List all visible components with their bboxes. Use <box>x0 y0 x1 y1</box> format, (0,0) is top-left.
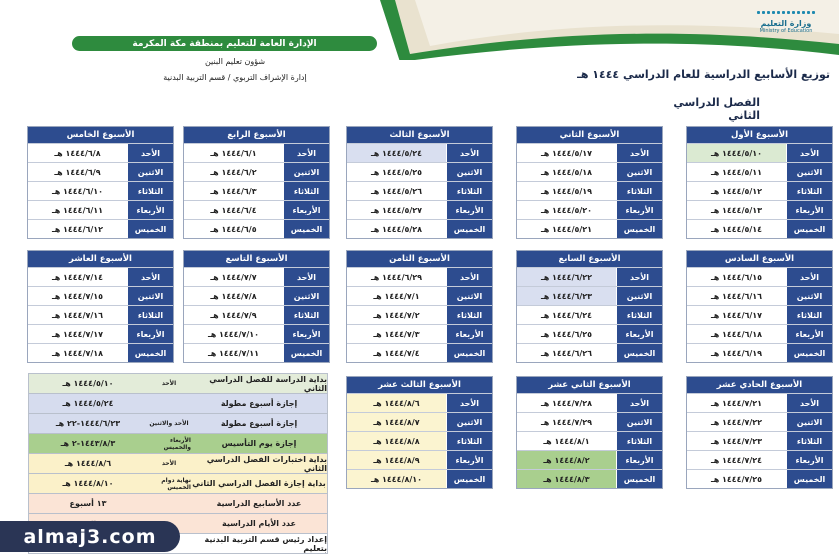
week-row <box>517 469 662 488</box>
date-cell: ١٤٤٤/٥/٢٨ هـ <box>370 224 423 234</box>
week-row <box>687 450 832 469</box>
day-label: الأحد <box>127 268 173 286</box>
date-cell: ١٤٤٤/٧/٤ هـ <box>373 348 420 358</box>
ministry-name: وزارة التعليم <box>760 19 812 28</box>
day-label: الثلاثاء <box>446 182 492 200</box>
week-row <box>687 200 832 219</box>
week-title: الأسبوع الخامس <box>28 127 173 143</box>
summary-value: ١٣ أسبوع <box>69 499 107 508</box>
header-wave-decoration <box>0 0 839 60</box>
day-label: الخميس <box>616 344 662 362</box>
date-cell: ١٤٤٤/٥/٢٠ هـ <box>540 205 593 215</box>
week-row <box>687 219 832 238</box>
semester-title: الفصل الدراسي الثاني <box>673 96 760 122</box>
week-row <box>687 431 832 450</box>
date-cell: ١٤٤٤/٨/٢ هـ <box>517 451 616 469</box>
directorate-banner: الإدارة العامة للتعليم بمنطقة مكة المكرمة <box>72 36 377 51</box>
week-row <box>687 305 832 324</box>
week-row <box>28 200 173 219</box>
date-cell: ١٤٤٤/٧/٢٨ هـ <box>540 398 593 408</box>
week-title: الأسبوع الأول <box>687 127 832 143</box>
day-label: الثلاثاء <box>283 306 329 324</box>
week-row <box>347 219 492 238</box>
date-cell: ١٤٤٤/٦/٢٥ هـ <box>540 329 593 339</box>
week-title: الأسبوع العاشر <box>28 251 173 267</box>
day-label: الخميس <box>616 470 662 488</box>
week-row <box>28 305 173 324</box>
date-cell: ١٤٤٤/٦/٢ هـ <box>210 167 257 177</box>
date-cell: ١٤٤٤/٦/٨ هـ <box>54 148 101 158</box>
week-table <box>346 126 493 239</box>
day-label: الاثنين <box>446 287 492 305</box>
date-cell: ١٤٤٤/٦/١٧ هـ <box>710 310 763 320</box>
day-label: الأربعاء <box>616 325 662 343</box>
day-label: الاثنين <box>616 163 662 181</box>
day-label: الثلاثاء <box>786 432 832 450</box>
summary-label: إعداد رئيس قسم التربية البدنية بتعليم <box>204 534 327 553</box>
day-label: الثلاثاء <box>127 182 173 200</box>
summary-row <box>28 414 328 434</box>
day-label: الاثنين <box>786 287 832 305</box>
summary-day: الأحد <box>161 460 177 467</box>
ministry-logo-icon <box>740 8 832 18</box>
summary-label: إجازة أسبوع مطولة <box>220 419 298 428</box>
week-row <box>687 412 832 431</box>
day-label: الأحد <box>283 144 329 162</box>
week-row <box>347 450 492 469</box>
site-watermark: almaj3.com <box>0 521 180 552</box>
summary-value: ١٤٤٤/٨/٦ هـ <box>64 459 112 468</box>
week-row <box>687 162 832 181</box>
week-title: الأسبوع الثاني عشر <box>517 377 662 393</box>
day-label: الاثنين <box>446 163 492 181</box>
date-cell: ١٤٤٤/٧/١٨ هـ <box>51 348 104 358</box>
week-row <box>347 324 492 343</box>
week-row <box>517 286 662 305</box>
week-row <box>687 286 832 305</box>
week-row <box>517 412 662 431</box>
summary-value: ١٤٤٤/٥/٢٤ هـ <box>62 399 114 408</box>
day-label: الأحد <box>616 268 662 286</box>
day-label: الخميس <box>446 470 492 488</box>
day-label: الخميس <box>127 220 173 238</box>
ministry-name-en: Ministry of Education <box>759 28 813 34</box>
day-label: الخميس <box>446 344 492 362</box>
date-cell: ١٤٤٤/٥/٢١ هـ <box>540 224 593 234</box>
week-row <box>184 162 329 181</box>
day-label: الثلاثاء <box>446 306 492 324</box>
page-title: توزيع الأسابيع الدراسية للعام الدراسي ١٤٤٤ هـ <box>577 68 830 81</box>
week-row <box>347 343 492 362</box>
date-cell: ١٤٤٤/٥/١٨ هـ <box>540 167 593 177</box>
week-row <box>687 469 832 488</box>
day-label: الاثنين <box>283 287 329 305</box>
summary-row <box>28 434 328 454</box>
week-row <box>184 143 329 162</box>
date-cell: ١٤٤٤/٥/٢٦ هـ <box>370 186 423 196</box>
date-cell: ١٤٤٤/٥/١٣ هـ <box>710 205 763 215</box>
date-cell: ١٤٤٤/٦/٣ هـ <box>210 186 257 196</box>
date-cell: ١٤٤٤/٧/٢٢ هـ <box>710 417 763 427</box>
date-cell: ١٤٤٤/٧/٣ هـ <box>373 329 420 339</box>
summary-label: بداية إجازة الفصل الدراسي الثاني <box>192 479 326 488</box>
date-cell: ١٤٤٤/٧/٩ هـ <box>210 310 257 320</box>
date-cell: ١٤٤٤/٦/٩ هـ <box>54 167 101 177</box>
week-row <box>184 305 329 324</box>
date-cell: ١٤٤٤/٦/١٨ هـ <box>710 329 763 339</box>
week-row <box>184 219 329 238</box>
day-label: الخميس <box>446 220 492 238</box>
date-cell: ١٤٤٤/٧/١٤ هـ <box>51 272 104 282</box>
date-cell: ١٤٤٤/٨/٣ هـ <box>517 470 616 488</box>
summary-day: الأربعاء والخميس <box>163 436 191 451</box>
week-row <box>517 143 662 162</box>
day-label: الثلاثاء <box>616 306 662 324</box>
week-row <box>184 181 329 200</box>
day-label: الاثنين <box>786 413 832 431</box>
week-row <box>517 450 662 469</box>
summary-value: ١٤٤٣/٨/٣-٢ هـ <box>60 439 116 448</box>
ministry-logo <box>740 8 832 34</box>
week-row <box>687 143 832 162</box>
date-cell: ١٤٤٤/٥/١٩ هـ <box>540 186 593 196</box>
week-row <box>517 431 662 450</box>
week-row <box>517 393 662 412</box>
summary-value: ١٤٤٤/٥/١٠ هـ <box>62 379 114 388</box>
day-label: الأربعاء <box>786 201 832 219</box>
date-cell: ١٤٤٤/٦/٥ هـ <box>210 224 257 234</box>
week-row <box>347 469 492 488</box>
week-row <box>184 267 329 286</box>
date-cell: ١٤٤٤/٨/٦ هـ <box>347 394 446 412</box>
week-row <box>347 393 492 412</box>
week-row <box>28 324 173 343</box>
day-label: الثلاثاء <box>446 432 492 450</box>
day-label: الأربعاء <box>786 451 832 469</box>
week-table <box>346 376 493 489</box>
date-cell: ١٤٤٤/٧/١ هـ <box>373 291 420 301</box>
date-cell: ١٤٤٤/٦/١٢ هـ <box>51 224 104 234</box>
week-row <box>517 267 662 286</box>
week-row <box>687 267 832 286</box>
summary-row <box>28 474 328 494</box>
date-cell: ١٤٤٤/٨/١ هـ <box>543 436 590 446</box>
week-table <box>183 250 330 363</box>
week-table <box>686 126 833 239</box>
date-cell: ١٤٤٤/٦/٢٣ هـ <box>517 287 616 305</box>
date-cell: ١٤٤٤/٦/٢٩ هـ <box>370 272 423 282</box>
day-label: الاثنين <box>616 413 662 431</box>
day-label: الثلاثاء <box>786 306 832 324</box>
day-label: الخميس <box>127 344 173 362</box>
date-cell: ١٤٤٤/٥/١٢ هـ <box>710 186 763 196</box>
week-row <box>347 286 492 305</box>
day-label: الأحد <box>786 394 832 412</box>
day-label: الخميس <box>786 344 832 362</box>
day-label: الأحد <box>786 268 832 286</box>
date-cell: ١٤٤٤/٧/١٦ هـ <box>51 310 104 320</box>
date-cell: ١٤٤٤/٦/١٥ هـ <box>710 272 763 282</box>
day-label: الأحد <box>446 394 492 412</box>
week-row <box>28 181 173 200</box>
week-row <box>687 324 832 343</box>
summary-day: نهاية دوام الخميس <box>161 476 191 491</box>
day-label: الأحد <box>283 268 329 286</box>
summary-row <box>28 394 328 414</box>
week-title: الأسبوع الثالث عشر <box>347 377 492 393</box>
week-row <box>347 412 492 431</box>
week-title: الأسبوع التاسع <box>184 251 329 267</box>
week-row <box>517 219 662 238</box>
week-row <box>347 305 492 324</box>
day-label: الاثنين <box>283 163 329 181</box>
day-label: الأربعاء <box>446 201 492 219</box>
summary-value: ١٤٤٤/٦/٢٣-٢٢ هـ <box>55 419 121 428</box>
date-cell: ١٤٤٤/٦/١١ هـ <box>51 205 104 215</box>
day-label: الأحد <box>616 144 662 162</box>
week-title: الأسبوع الثامن <box>347 251 492 267</box>
date-cell: ١٤٤٤/٧/٢٣ هـ <box>710 436 763 446</box>
section-line: إدارة الإشراف التربوي / قسم التربية البدنية <box>163 73 307 82</box>
day-label: الاثنين <box>786 163 832 181</box>
day-label: الخميس <box>786 470 832 488</box>
week-table <box>516 250 663 363</box>
week-row <box>184 286 329 305</box>
week-title: الأسبوع الحادي عشر <box>687 377 832 393</box>
date-cell: ١٤٤٤/٦/٢٦ هـ <box>540 348 593 358</box>
day-label: الثلاثاء <box>127 306 173 324</box>
summary-row <box>28 494 328 514</box>
date-cell: ١٤٤٤/٧/٨ هـ <box>210 291 257 301</box>
summary-row <box>28 454 328 474</box>
week-row <box>28 219 173 238</box>
date-cell: ١٤٤٤/٥/١١ هـ <box>710 167 763 177</box>
date-cell: ١٤٤٤/٧/٢٥ هـ <box>710 474 763 484</box>
date-cell: ١٤٤٤/٦/٢٤ هـ <box>540 310 593 320</box>
week-title: الأسبوع السادس <box>687 251 832 267</box>
date-cell: ١٤٤٤/٧/١٥ هـ <box>51 291 104 301</box>
date-cell: ١٤٤٤/٦/١٠ هـ <box>51 186 104 196</box>
week-row <box>347 143 492 162</box>
department-line: شؤون تعليم البنين <box>204 57 266 66</box>
date-cell: ١٤٤٤/٨/٩ هـ <box>347 451 446 469</box>
day-label: الخميس <box>616 220 662 238</box>
day-label: الأربعاء <box>127 325 173 343</box>
week-table <box>346 250 493 363</box>
day-label: الثلاثاء <box>616 182 662 200</box>
day-label: الأربعاء <box>786 325 832 343</box>
summary-day <box>147 394 191 413</box>
date-cell: ١٤٤٤/٦/١ هـ <box>210 148 257 158</box>
week-row <box>28 286 173 305</box>
summary-day: الأحد والاثنين <box>149 420 189 427</box>
week-table <box>516 126 663 239</box>
day-label: الاثنين <box>127 163 173 181</box>
date-cell: ١٤٤٤/٥/١٧ هـ <box>540 148 593 158</box>
week-table <box>686 250 833 363</box>
week-row <box>517 200 662 219</box>
week-row <box>28 143 173 162</box>
summary-value: ١٤٤٤/٨/١٠ هـ <box>62 479 114 488</box>
summary-row <box>28 373 328 394</box>
day-label: الأربعاء <box>616 451 662 469</box>
week-row <box>347 181 492 200</box>
date-cell: ١٤٤٤/٧/٢١ هـ <box>710 398 763 408</box>
day-label: الأربعاء <box>127 201 173 219</box>
week-title: الأسبوع الثالث <box>347 127 492 143</box>
date-cell: ١٤٤٤/٦/١٦ هـ <box>710 291 763 301</box>
date-cell: ١٤٤٤/٥/١٤ هـ <box>710 224 763 234</box>
week-row <box>347 431 492 450</box>
date-cell: ١٤٤٤/٦/٢٢ هـ <box>517 268 616 286</box>
day-label: الأربعاء <box>283 201 329 219</box>
day-label: الخميس <box>786 220 832 238</box>
day-label: الأحد <box>446 144 492 162</box>
date-cell: ١٤٤٤/٧/١١ هـ <box>207 348 260 358</box>
summary-label: بداية اختبارات الفصل الدراسي الثاني <box>206 454 327 473</box>
week-row <box>517 343 662 362</box>
date-cell: ١٤٤٤/٦/٤ هـ <box>210 205 257 215</box>
day-label: الثلاثاء <box>616 432 662 450</box>
week-row <box>347 200 492 219</box>
date-cell: ١٤٤٤/٥/١٠ هـ <box>687 144 786 162</box>
day-label: الأحد <box>786 144 832 162</box>
day-label: الأربعاء <box>446 451 492 469</box>
date-cell: ١٤٤٤/٨/١٠ هـ <box>347 470 446 488</box>
day-label: الاثنين <box>127 287 173 305</box>
week-title: الأسبوع السابع <box>517 251 662 267</box>
week-row <box>687 393 832 412</box>
summary-label: إجازة يوم التأسيس <box>221 439 297 448</box>
summary-label: بداية الدراسة للفصل الدراسي الثاني <box>209 374 327 393</box>
day-label: الخميس <box>283 220 329 238</box>
day-label: الأربعاء <box>616 201 662 219</box>
week-row <box>347 267 492 286</box>
week-row <box>28 343 173 362</box>
week-row <box>687 343 832 362</box>
week-table <box>27 126 174 239</box>
summary-day: الأحد <box>161 380 177 387</box>
week-row <box>28 267 173 286</box>
date-cell: ١٤٤٤/٧/٢ هـ <box>373 310 420 320</box>
week-title: الأسبوع الثاني <box>517 127 662 143</box>
week-row <box>184 200 329 219</box>
date-cell: ١٤٤٤/٧/٢٤ هـ <box>710 455 763 465</box>
week-row <box>28 162 173 181</box>
day-label: الأربعاء <box>446 325 492 343</box>
date-cell: ١٤٤٤/٥/٢٤ هـ <box>347 144 446 162</box>
date-cell: ١٤٤٤/٧/١٠ هـ <box>207 329 260 339</box>
week-row <box>517 305 662 324</box>
week-row <box>687 181 832 200</box>
summary-label: عدد الأيام الدراسية <box>221 519 297 528</box>
day-label: الأحد <box>127 144 173 162</box>
week-row <box>184 324 329 343</box>
week-row <box>184 343 329 362</box>
summary-day <box>147 494 191 513</box>
date-cell: ١٤٤٤/٥/٢٧ هـ <box>370 205 423 215</box>
date-cell: ١٤٤٤/٧/١٧ هـ <box>51 329 104 339</box>
day-label: الأحد <box>446 268 492 286</box>
week-row <box>517 162 662 181</box>
week-table <box>686 376 833 489</box>
day-label: الأربعاء <box>283 325 329 343</box>
week-row <box>347 162 492 181</box>
week-row <box>517 181 662 200</box>
day-label: الأحد <box>616 394 662 412</box>
date-cell: ١٤٤٤/٥/٢٥ هـ <box>370 167 423 177</box>
week-title: الأسبوع الرابع <box>184 127 329 143</box>
day-label: الثلاثاء <box>283 182 329 200</box>
week-table <box>516 376 663 489</box>
date-cell: ١٤٤٤/٧/٧ هـ <box>210 272 257 282</box>
week-table <box>183 126 330 239</box>
day-label: الثلاثاء <box>786 182 832 200</box>
day-label: الخميس <box>283 344 329 362</box>
summary-label: عدد الأسابيع الدراسية <box>216 499 302 508</box>
date-cell: ١٤٤٤/٦/١٩ هـ <box>710 348 763 358</box>
week-row <box>517 324 662 343</box>
day-label: الاثنين <box>616 287 662 305</box>
date-cell: ١٤٤٤/٧/٢٩ هـ <box>540 417 593 427</box>
day-label: الاثنين <box>446 413 492 431</box>
date-cell: ١٤٤٤/٨/٨ هـ <box>347 432 446 450</box>
date-cell: ١٤٤٤/٨/٧ هـ <box>347 413 446 431</box>
summary-label: إجازة أسبوع مطولة <box>220 399 298 408</box>
week-table <box>27 250 174 363</box>
